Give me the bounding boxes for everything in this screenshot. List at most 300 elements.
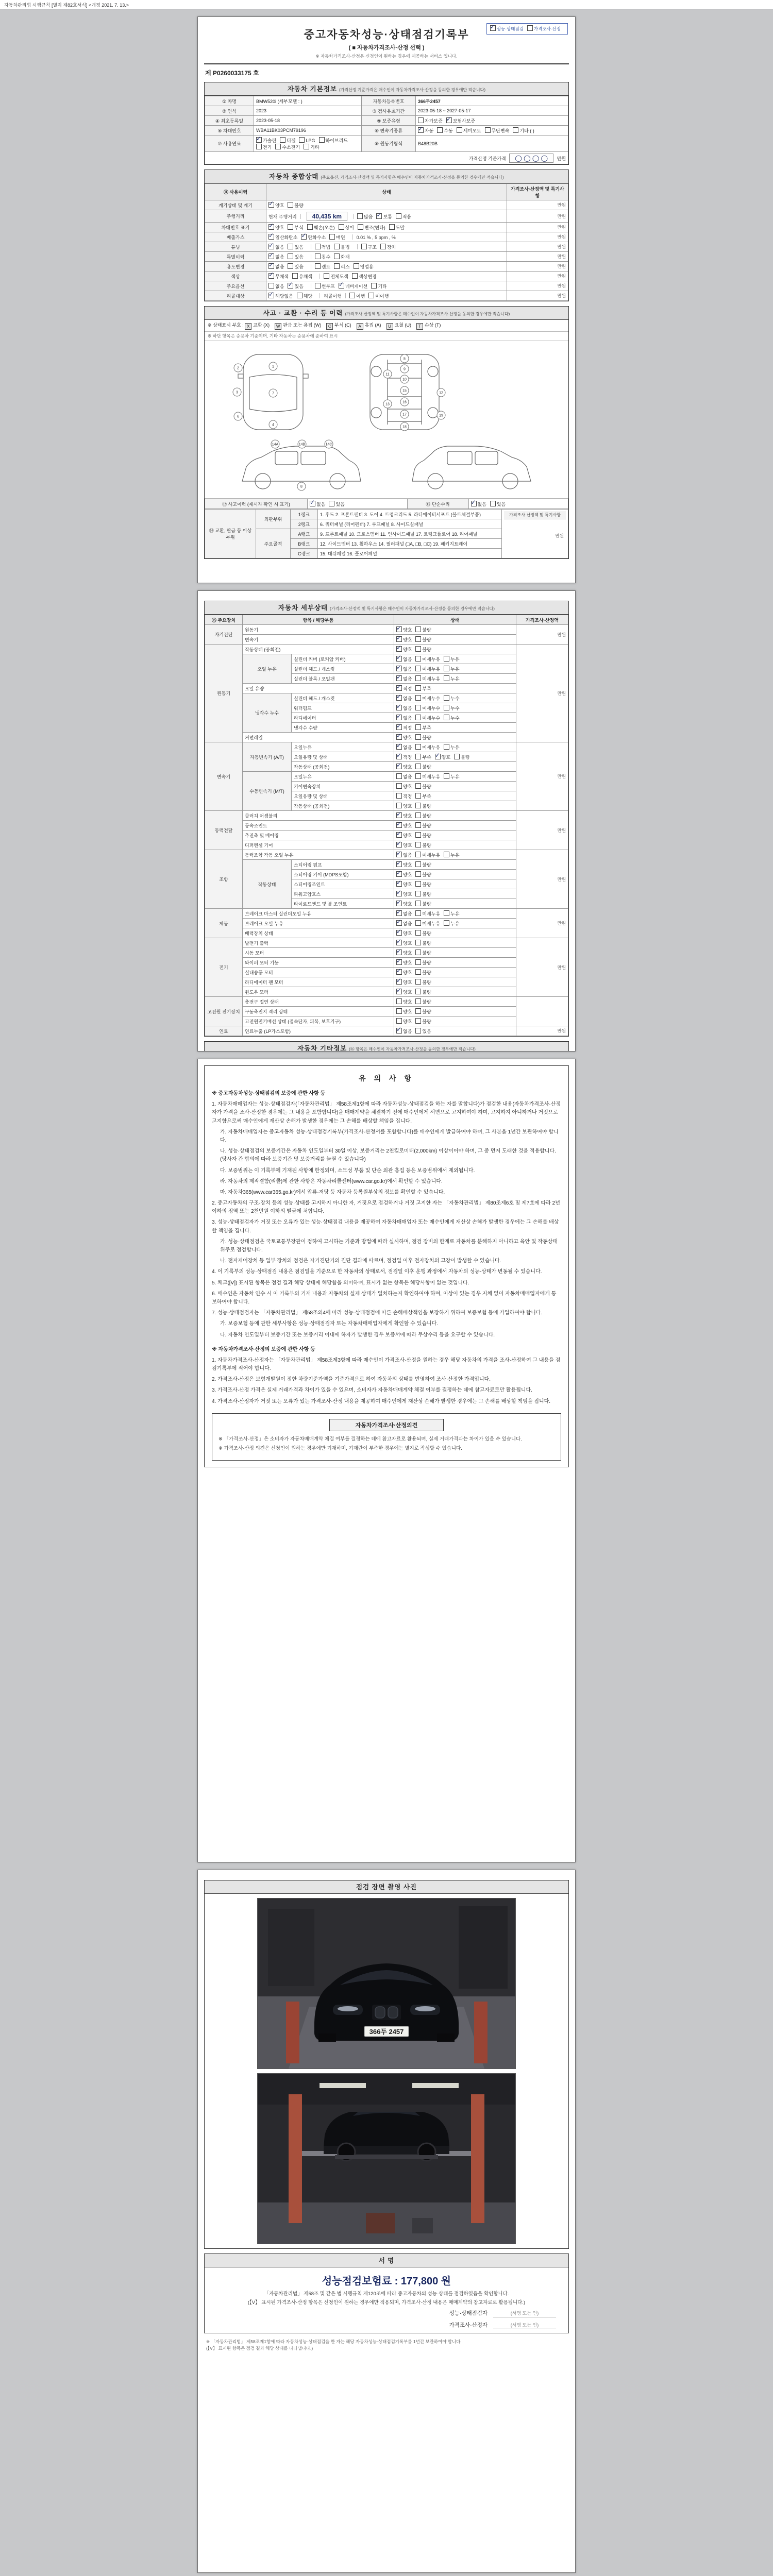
checkbox [415, 920, 421, 926]
checkbox-option [415, 969, 431, 976]
checkbox-label: 불량 [422, 813, 431, 819]
item-label: 구동축전지 격리 상태 [243, 1007, 394, 1016]
item-label: 라디에이터 [292, 713, 394, 723]
checkbox-label: 불량 [422, 862, 431, 868]
diagram-number [234, 364, 242, 372]
detail-row [205, 625, 568, 635]
checkbox-option [396, 656, 412, 663]
checkbox-label: 부족 [422, 754, 431, 760]
checkbox [339, 283, 344, 289]
checkbox [415, 724, 421, 730]
checkbox [396, 998, 402, 1004]
price-opinion-line: ※ 「가격조사·산정」은 소비자가 자동차매매계약 체결 여부를 결정하는 데에 참고자료로 활용되며, 실제 거래가격과는 차이가 있을 수 있습니다. [219, 1436, 522, 1442]
checkbox [396, 871, 402, 877]
checkbox [292, 273, 298, 279]
checkbox-option [415, 734, 431, 741]
section-inspection-photos [204, 1880, 569, 2249]
item-label: 실내송풍 모터 [243, 968, 394, 977]
inspection-period: 2023-05-18 ~ 2027-05-17 [416, 106, 568, 116]
signature-row-appraiser [217, 2321, 556, 2329]
checkbox-label: 양호 [441, 754, 451, 760]
checkbox [396, 910, 402, 916]
overall-row [205, 223, 568, 232]
detail-row [205, 909, 568, 919]
diagram-number [400, 375, 409, 383]
damaged-parts-table [205, 509, 568, 558]
base-price-row [205, 152, 568, 164]
checkbox-label: 해당 [303, 293, 313, 299]
checkbox-option [288, 283, 303, 290]
inspection-photo-lift [257, 2073, 516, 2244]
checkbox [415, 803, 421, 808]
svg-text:14B: 14B [298, 443, 306, 447]
checkbox-option [415, 832, 431, 839]
col-header: 항목 / 해당부품 [243, 615, 394, 625]
overall-rows [205, 200, 568, 301]
legend-item: W 판금 또는 용접 (W) [275, 323, 321, 328]
checkbox [329, 234, 335, 240]
overall-row [205, 200, 568, 210]
checkbox [396, 861, 402, 867]
checkbox-label: 없음 [403, 676, 412, 682]
checkbox-label: 네비게이션 [345, 283, 368, 289]
page-title: 중고자동차성능·상태점검기록부 [304, 29, 469, 41]
checkbox-option [415, 675, 440, 682]
checkbox [352, 273, 358, 279]
price-cell: 만원 [516, 1026, 568, 1036]
checkbox [415, 822, 421, 828]
detail-table [205, 615, 568, 1036]
checkbox [380, 244, 386, 249]
checkbox [415, 950, 421, 955]
checkbox [288, 202, 293, 208]
item-label: 오일누유 [292, 742, 394, 752]
checkbox [415, 979, 421, 985]
checkbox [396, 940, 402, 945]
checkbox [415, 636, 421, 642]
price-cell [516, 997, 568, 1026]
notice-line: 다. 보증범위는 이 기록부에 기재된 사항에 한정되며, 소모성 부품 및 단순 외관 흠집 등은 보증범위에서 제외됩니다. [220, 1167, 475, 1174]
state-cell [394, 713, 516, 723]
checkbox [334, 253, 340, 259]
checkbox-label: 전기 [263, 144, 272, 150]
legend-item: C 부식 (C) [326, 323, 351, 328]
checkbox [376, 213, 382, 219]
checkbox-label: 불량 [422, 764, 431, 770]
page-3 [197, 1059, 576, 1862]
overall-table [205, 183, 568, 301]
checkbox [396, 636, 402, 642]
checkbox-option [415, 861, 431, 868]
detail-row [205, 811, 568, 821]
checkbox-option [418, 117, 443, 124]
checkbox [256, 137, 262, 143]
checkbox [444, 773, 449, 779]
checkbox-label: 양호 [403, 882, 412, 887]
detail-row [205, 860, 568, 870]
state-cell [394, 977, 516, 987]
checkbox-option [396, 705, 412, 711]
state-cell [394, 821, 516, 831]
checkbox-label: 해당없음 [275, 293, 293, 299]
checkbox-option [396, 803, 412, 809]
checkbox-option [435, 754, 450, 760]
checkbox-label: 양호 [403, 764, 412, 770]
section-signature [204, 2253, 569, 2333]
detail-row [205, 693, 568, 703]
row-label: 색상 [205, 272, 266, 281]
checkbox-option [268, 234, 297, 241]
accident-history-table [205, 499, 568, 509]
subgroup-label: 오일 누유 [243, 654, 292, 684]
checkbox-option [268, 253, 284, 260]
notice-line: 1. 자동차매매업자는 성능·상태점검자(「자동차관리법」 제58조제1항에 따라 자동차성능·상태점검을 하는 자를 말합니다)가 점검한 내용(자동차가격조사·산정자가 가격을 조사·산정한 경우에는 그 내용을 포함합니다)을 매매계약을 체결하기 전에 매수인에게 서면으로 고지하여야 하며, 고지하지 아니하거나 거짓으로 고지함으로써 매수인에게 재산상 손해가 발생한 경우에는 그 손해를 배상할 책임을 집니다. [212, 1101, 561, 1124]
price-cell: 만원 [507, 291, 568, 301]
svg-text:1: 1 [272, 365, 274, 369]
overall-row [205, 262, 568, 272]
checkbox [454, 754, 460, 759]
checkbox-option [396, 940, 412, 946]
checkbox-label: 적법 [321, 244, 331, 250]
checkbox-label: 불량 [422, 833, 431, 838]
subgroup-label: 작동상태 [243, 860, 292, 909]
checkbox-label: 부족 [422, 725, 431, 731]
device-label: 연료 [205, 1026, 243, 1036]
base-price-value: ◯ ◯ ◯ ◯ [509, 154, 553, 163]
checkbox [371, 283, 377, 289]
price-cell: 만원 [507, 210, 568, 223]
basic-subtitle: (가격산정 기준가격은 매수인이 자동차가격조사·산정을 동의한 경우에만 적습니다) [339, 88, 486, 92]
checkbox-label: 없음 [403, 744, 412, 750]
diagram-number [400, 410, 409, 418]
state-cell [266, 291, 507, 301]
checkbox [315, 244, 321, 249]
checkbox [288, 224, 293, 230]
checkbox-option [415, 871, 431, 878]
notice-line: 마. 자동차365(www.car365.go.kr)에서 압류·저당 등 자동차 등록원부상의 정보를 확인할 수 있습니다. [220, 1189, 445, 1195]
legend-item: X 교환 (X) [245, 323, 270, 328]
item-label: 와이퍼 모터 기능 [243, 958, 394, 968]
checkbox-label: 훼손(오손) [313, 225, 335, 230]
item-label: 작동상태 (공회전) [292, 762, 394, 772]
device-label: 자기진단 [205, 625, 243, 645]
row-label: 주행거리 [205, 210, 266, 223]
checkbox-option [315, 253, 330, 260]
footnote-2: (【V】 표시된 항목은 점검 결과 해당 상태를 나타냅니다.) [206, 2345, 313, 2351]
checkbox [396, 724, 402, 730]
divider [352, 234, 353, 240]
item-label: 고전원전기배선 상태 (접속단자, 피복, 보호기구) [243, 1016, 394, 1026]
checkbox-option [415, 822, 431, 829]
confirm-statement-1: 「자동차관리법」 제58조 및 같은 법 시행규칙 제120조에 따라 중고자동차의 성능·상태를 점검하였음을 확인합니다. [264, 2291, 509, 2297]
price-cell: 만원 [507, 242, 568, 252]
svg-text:16: 16 [402, 400, 407, 404]
checkbox-option [358, 224, 385, 231]
checkbox-option [396, 773, 412, 780]
checkbox [396, 881, 402, 887]
checkbox-option [310, 501, 325, 507]
checkbox [358, 224, 363, 230]
checkbox [315, 283, 321, 289]
checkbox-label: 있음 [294, 264, 304, 269]
price-cell: 만원 [507, 223, 568, 232]
state-cell [394, 1016, 516, 1026]
checkbox-label: 불량 [422, 823, 431, 828]
col-header: 상태 [266, 184, 507, 200]
signer-label: 가격조사·산정자 [449, 2322, 488, 2328]
basic-title: 자동차 기본정보 [287, 86, 337, 93]
checkbox-label: 불량 [422, 735, 431, 740]
state-cell [394, 742, 516, 752]
item-label: 디퍼렌셜 기어 [243, 840, 394, 850]
checkbox-label: 누유 [450, 656, 460, 662]
checkbox-option [396, 675, 412, 682]
checkbox-option [315, 283, 335, 290]
checkbox-option [415, 881, 431, 888]
checkbox [299, 137, 305, 143]
checkbox-option [299, 137, 315, 143]
checkbox-option [415, 959, 431, 966]
page-4 [197, 1870, 576, 2573]
detail-row [205, 733, 568, 742]
page-2 [197, 590, 576, 1052]
device-label: 제동 [205, 909, 243, 938]
checkbox-option [329, 501, 344, 507]
svg-text:15: 15 [402, 389, 407, 393]
state-cell [394, 879, 516, 889]
state-cell [394, 928, 516, 938]
checkbox-option [396, 881, 412, 888]
detail-row [205, 772, 568, 782]
checkbox [396, 842, 402, 848]
row-label: 주요옵션 [205, 281, 266, 291]
row-label: 차대번호 표기 [205, 223, 266, 232]
state-text: 리콜이행 [324, 293, 342, 299]
detail-row [205, 840, 568, 850]
svg-text:5: 5 [404, 357, 406, 361]
checkbox [396, 930, 402, 936]
checkbox-option [371, 283, 386, 290]
item-label: 실린더 헤드 / 개스킷 [292, 693, 394, 703]
checkbox [415, 901, 421, 906]
checkbox [415, 871, 421, 877]
price-opinion-title: 자동차가격조사·산정의견 [329, 1419, 444, 1431]
state-text: 현재 주행거리 [268, 214, 297, 219]
checkbox [396, 959, 402, 965]
state-cell [394, 693, 516, 703]
checkbox [396, 783, 402, 789]
legend-mark-icon: A [357, 323, 363, 330]
device-label: 고전원 전기장치 [205, 997, 243, 1026]
checkbox-label: 렌트 [321, 264, 331, 269]
checkbox-option [396, 930, 412, 937]
state-cell [266, 210, 507, 223]
checkbox-option [334, 263, 349, 270]
checkbox-option [396, 842, 412, 849]
checkbox-label: 불량 [422, 930, 431, 936]
checkbox-label: 없음 [403, 696, 412, 701]
parts-group-label: 주요골격 [256, 529, 291, 558]
diagram-number [400, 365, 409, 373]
checkbox-option [415, 1018, 431, 1025]
checkbox-option [389, 224, 405, 231]
checkbox-label: 불량 [422, 784, 431, 789]
checkbox [415, 1018, 421, 1024]
checkbox [396, 744, 402, 750]
diagram-number [271, 440, 279, 448]
notice-line: 나. 자동차 인도일부터 보증기간 또는 보증거리 이내에 하자가 발생한 경우 보증서에 따라 무상수리 등을 요구할 수 있습니다. [220, 1332, 495, 1338]
checkbox [415, 685, 421, 691]
state-cell [394, 948, 516, 958]
rank-label: 2랭크 [291, 519, 318, 529]
notice-line: 5. 체크([V]) 표시된 항목은 점검 결과 해당 상태에 해당함을 의미하며, 표시가 없는 항목은 해당사항이 없는 것입니다. [212, 1280, 469, 1286]
checkbox-option [268, 293, 293, 299]
model-year: 2023 [254, 106, 362, 116]
checkbox-label: 리스 [341, 264, 350, 269]
checkbox-option [415, 940, 431, 946]
price-cell: 만원 [516, 811, 568, 850]
checkbox [415, 705, 421, 710]
field-label: ⑥ 변속기종류 [362, 126, 416, 135]
device-label: 원동기 [205, 645, 243, 742]
section-basic-info [204, 82, 569, 165]
photos-title: 점검 장면 촬영 사진 [356, 1884, 417, 1891]
checkbox-label: 매연 [336, 234, 345, 240]
checkbox-label: 미세누유 [422, 656, 441, 662]
checkbox-option [396, 715, 412, 721]
checkbox-label: 없음 [403, 715, 412, 721]
checkbox-option [444, 920, 459, 927]
checkbox-option [415, 626, 431, 633]
checkbox-option [415, 930, 431, 937]
checkbox [268, 283, 274, 289]
checkbox-option [396, 646, 412, 653]
field-label: ④ 최초등록일 [205, 116, 254, 126]
checkbox [396, 852, 402, 857]
svg-text:14A: 14A [272, 443, 279, 447]
checkbox-label: 없음 [403, 852, 412, 858]
checkbox [334, 263, 340, 269]
item-label: 연료누출 (LP가스포함) [243, 1026, 394, 1036]
parts-group-label: 외판부위 [256, 510, 291, 529]
diagram-number [383, 370, 392, 378]
checkbox-label: 누유 [450, 666, 460, 672]
checkbox-label: 없음 [403, 774, 412, 779]
checkbox [268, 273, 274, 279]
state-cell [266, 272, 507, 281]
checkbox [288, 283, 293, 289]
item-label: 냉각수 수량 [292, 723, 394, 733]
item-label: 원동기 [243, 625, 394, 635]
item-label: 배력장치 상태 [243, 928, 394, 938]
col-header: 가격조사·산정액 [516, 615, 568, 625]
checkbox [315, 253, 321, 259]
checkbox [437, 127, 443, 133]
checkbox [307, 224, 313, 230]
price-opinion-line: ※ 가격조사·산정 의견은 신청인이 원하는 경우에만 기재하며, 기재란이 부족한 경우에는 별지로 작성할 수 있습니다. [219, 1446, 462, 1451]
item-label: 실린더 블록 / 오일팬 [292, 674, 394, 684]
state-cell [394, 968, 516, 977]
section-overall-condition [204, 170, 569, 301]
detail-row [205, 987, 568, 997]
checkbox-option [334, 244, 349, 250]
checkbox-label: 없음 [275, 254, 284, 260]
signature-row-inspector [217, 2309, 556, 2317]
form-reference: 자동차관리법 시행규칙 [별지 제82호서식] <개정 2021. 7. 13.> [4, 3, 129, 8]
checkbox-label: 불량 [422, 637, 431, 642]
state-cell [266, 252, 507, 262]
checkbox [339, 224, 344, 230]
state-cell [394, 840, 516, 850]
col-header: ⑪ 사용이력 [205, 184, 266, 200]
price-cell: 만원 [516, 850, 568, 909]
rank-label: B랭크 [291, 539, 318, 549]
overall-title: 자동차 종합상태 [269, 173, 319, 180]
diagram-number [234, 412, 242, 420]
checkbox-label: 탄화수소 [308, 234, 326, 240]
field-label: ⑨ 보증유형 [362, 116, 416, 126]
detail-row [205, 1016, 568, 1026]
checkbox [415, 891, 421, 896]
checkbox-option [268, 273, 289, 280]
checkbox-label: 불량 [422, 842, 431, 848]
legend-items [245, 323, 446, 328]
checkbox-label: 누수 [450, 715, 460, 721]
checkbox [396, 1008, 402, 1014]
checkbox [415, 734, 421, 740]
page-footnotes [204, 2338, 569, 2352]
checkbox-label: 없음 [403, 656, 412, 662]
price-cell: 만원 [507, 252, 568, 262]
state-cell [394, 733, 516, 742]
checkbox-label: LPG [306, 138, 315, 143]
checkbox-option [415, 705, 440, 711]
checkbox [444, 920, 449, 926]
checkbox-label: 불량 [422, 882, 431, 887]
checkbox-label: 불법 [341, 244, 350, 250]
price-cell: 만원 [516, 742, 568, 811]
checkbox [396, 764, 402, 769]
checkbox-option [396, 832, 412, 839]
diagram-number [400, 386, 409, 395]
state-cell [394, 899, 516, 909]
parts-list: 15. 대쉬패널 16. 플로어패널 [318, 549, 502, 558]
checkbox-label: 도말 [395, 225, 405, 230]
checkbox-label: 양호 [403, 862, 412, 868]
checkbox [268, 234, 274, 240]
checkbox-option [292, 273, 312, 280]
checkbox-label: 있음 [335, 501, 345, 507]
diagram-number [383, 400, 392, 408]
notice-line: 4. 가격조사·산정자가 거짓 또는 오류가 있는 가격조사·산정 내용을 제공하여 매수인에게 재산상 손해가 발생한 경우에는 그 손해를 배상할 책임을 집니다. [212, 1398, 551, 1404]
diagram-number [298, 440, 306, 448]
notice-line: 4. 이 기록부의 성능·상태점검 내용은 점검일을 기준으로 한 자동차의 상태로서, 점검일 이후 운행 과정에서 자동차의 성능·상태가 변동될 수 있습니다. [212, 1269, 542, 1275]
page-1 [197, 16, 576, 583]
checkbox-option [396, 920, 412, 927]
checkbox-option [396, 979, 412, 986]
checkbox-option [396, 764, 412, 770]
state-cell [394, 987, 516, 997]
checkbox-option [444, 695, 459, 702]
checkbox-option [339, 283, 367, 290]
checkbox-option [268, 202, 284, 209]
checkbox-option [415, 773, 440, 780]
checkbox-option [415, 852, 440, 858]
state-cell [394, 791, 516, 801]
checkbox-label: 양호 [403, 872, 412, 877]
item-label: 변속기 [243, 635, 394, 645]
checkbox-label: 누유 [450, 676, 460, 682]
